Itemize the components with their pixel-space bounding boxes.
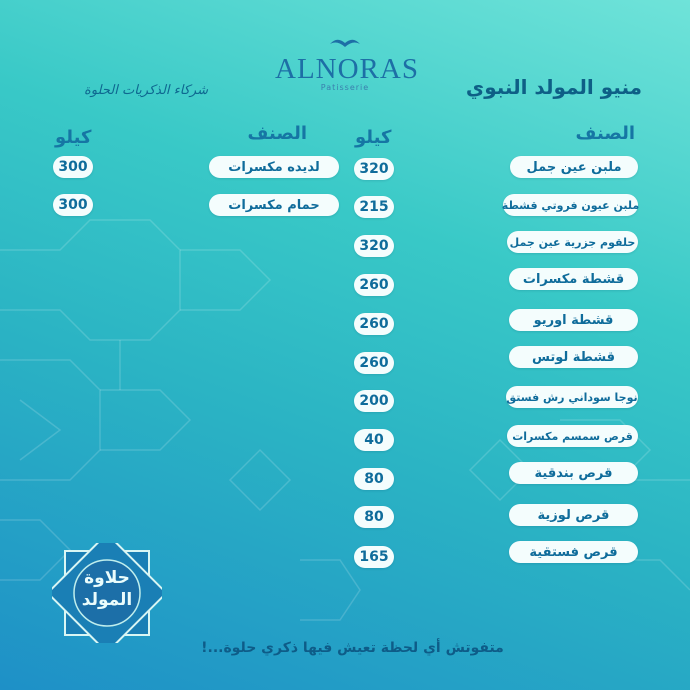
menu-item-left-2: حمام مكسرات xyxy=(209,194,339,216)
menu-item-6: قشطة لوتس xyxy=(509,346,638,368)
left-item-header: الصنف xyxy=(247,123,307,144)
menu-price-10: 80 xyxy=(354,506,394,528)
brand-logo xyxy=(275,34,419,92)
menu-price-8: 40 xyxy=(354,429,394,451)
menu-item-7: نوجا سوداني رش فستق xyxy=(506,386,638,408)
menu-price-11: 165 xyxy=(354,546,394,568)
badge-line-2: المولد xyxy=(81,590,133,610)
brand-subtitle: Patisserie xyxy=(320,83,370,92)
brand-name: ALNORAS xyxy=(275,53,419,85)
menu-price-3: 320 xyxy=(354,235,394,257)
menu-price-6: 260 xyxy=(354,352,394,374)
menu-price-5: 260 xyxy=(354,313,394,335)
menu-price-7: 200 xyxy=(354,390,394,412)
left-kilo-header: كيلو xyxy=(55,127,92,148)
menu-item-9: قرص بندقية xyxy=(509,462,638,484)
menu-item-left-1: لديده مكسرات xyxy=(209,156,339,178)
menu-price-2: 215 xyxy=(354,196,394,218)
menu-price-9: 80 xyxy=(354,468,394,490)
menu-price-left-2: 300 xyxy=(53,194,93,216)
menu-item-5: قشطة اوريو xyxy=(509,309,638,331)
bird-icon xyxy=(328,34,362,50)
menu-item-8: قرص سمسم مكسرات xyxy=(507,425,638,447)
menu-item-3: حلقوم جزرية عين جمل xyxy=(507,231,638,253)
right-kilo-header: كيلو xyxy=(355,127,392,148)
tagline: شركاء الذكريات الحلوة xyxy=(84,83,208,98)
menu-price-left-1: 300 xyxy=(53,156,93,178)
footer-slogan: متفوتش أي لحظة تعيش فيها ذكري حلوة...! xyxy=(201,640,504,656)
menu-item-2: ملبن عيون فروتي قشطة xyxy=(503,194,638,216)
menu-item-11: قرص فستقية xyxy=(509,541,638,563)
menu-price-4: 260 xyxy=(354,274,394,296)
menu-item-1: ملبن عين جمل xyxy=(510,156,638,178)
mawlid-badge xyxy=(52,543,162,643)
menu-item-4: قشطة مكسرات xyxy=(509,268,638,290)
menu-item-10: قرص لوزية xyxy=(509,504,638,526)
badge-line-1: حلاوة xyxy=(84,568,130,588)
right-item-header: الصنف xyxy=(575,123,635,144)
menu-price-1: 320 xyxy=(354,158,394,180)
menu-title: منيو المولد النبوي xyxy=(465,75,642,99)
